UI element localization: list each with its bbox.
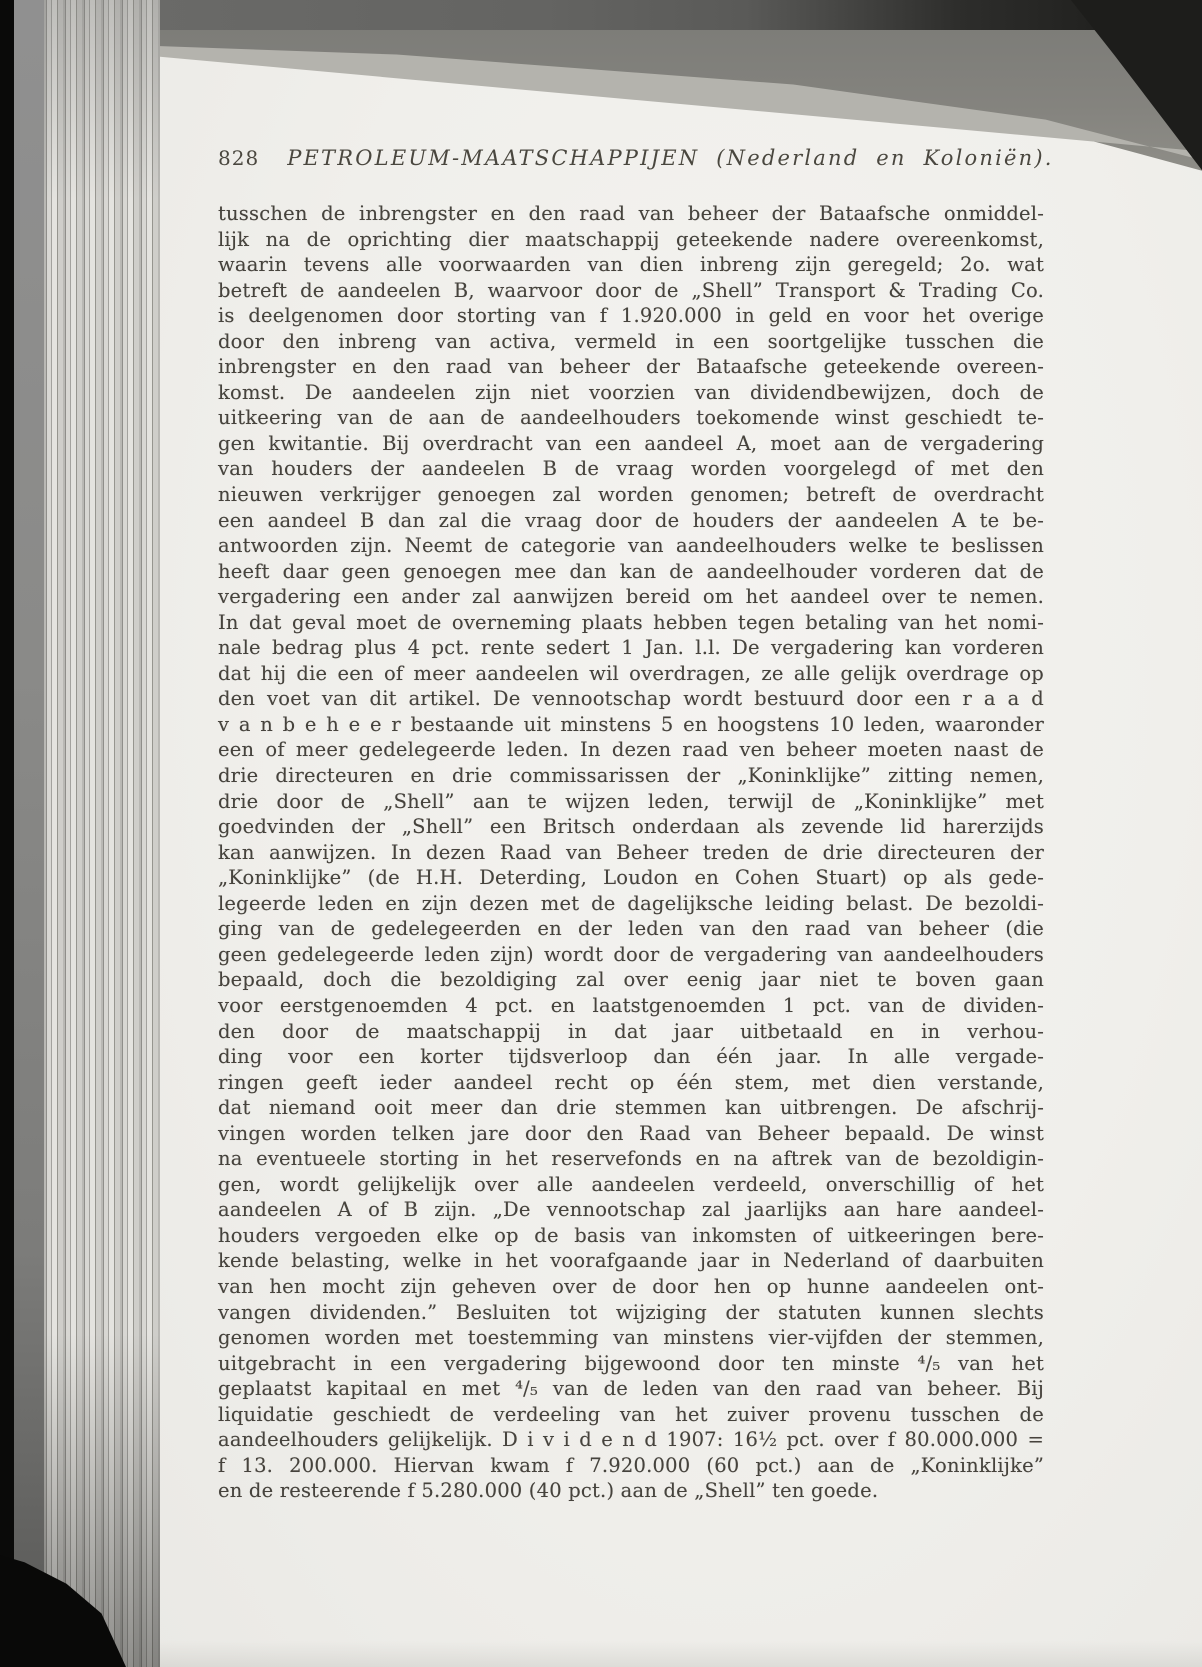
body-text-line: is deelgenomen door storting van f 1.920.000 in geld en voor het overige [218,304,1044,328]
body-text-line: aandeelen A of B zijn. „De vennootschap zal jaarlijks aan hare aandeel- [218,1198,1044,1222]
body-text-line: gen kwitantie. Bij overdracht van een aandeel A, moet aan de vergadering [218,431,1044,455]
body-text-line: ding voor een korter tijdsverloop dan één jaar. In alle vergade- [218,1045,1044,1069]
body-text-line: dat niemand ooit meer dan drie stemmen kan uitbrengen. De afschrij- [218,1096,1044,1120]
body-text-line: betreft de aandeelen B, waarvoor door de „Shell” Transport & Trading Co. [218,278,1044,302]
body-text-line: nale bedrag plus 4 pct. rente sedert 1 Jan. l.l. De vergadering kan vorderen [218,636,1044,660]
body-text-line: antwoorden zijn. Neemt de categorie van aandeelhouders welke te beslissen [218,534,1044,558]
body-text-line: ging van de gedelegeerden en der leden van den raad van beheer (die [218,917,1044,941]
body-text-line: „Koninklijke” (de H.H. Deterding, Loudon en Cohen Stuart) op als gede- [218,866,1044,890]
body-text-line: geen gedelegeerde leden zijn) wordt door de vergadering van aandeelhouders [218,942,1044,966]
body-text-line: na eventueele storting in het reservefonds en na aftrek van de bezoldigin- [218,1147,1044,1171]
page-number: 828 [218,146,260,170]
body-text-line: goedvinden der „Shell” een Britsch onderdaan als zevende lid harerzijds [218,815,1044,839]
body-text-line: geplaatst kapitaal en met ⁴/₅ van de leden van den raad van beheer. Bij [218,1377,1044,1401]
scanner-left-background [0,0,14,1667]
body-text-line: den voet van dit artikel. De vennootschap wordt bestuurd door een r a a d [218,687,1044,711]
body-text-line: gen, wordt gelijkelijk over alle aandeelen verdeeld, onverschillig of het [218,1172,1044,1196]
body-text-line: uitgebracht in een vergadering bijgewoond door ten minste ⁴/₅ van het [218,1351,1044,1375]
page-title: PETROLEUM-MAATSCHAPPIJEN (Nederland en Koloniën). [287,146,1054,170]
body-text-line: vangen dividenden.” Besluiten tot wijziging der statuten kunnen slechts [218,1300,1044,1324]
body-text-line: komst. De aandeelen zijn niet voorzien van dividendbewijzen, doch de [218,380,1044,404]
running-header [218,146,1054,172]
body-text-line: drie door de „Shell” aan te wijzen leden, terwijl de „Koninklijke” met [218,789,1044,813]
body-text-line: houders vergoeden elke op de basis van inkomsten of uitkeeringen bere- [218,1223,1044,1247]
book-left-page-edges [44,0,160,1667]
body-text-line: en de resteerende f 5.280.000 (40 pct.) aan de „Shell” ten goede. [218,1479,879,1503]
body-text-line: kende belasting, welke in het voorafgaande jaar in Nederland of daarbuiten [218,1249,1044,1273]
body-text-line: door den inbreng van activa, vermeld in een soortgelijke tusschen die [218,329,1044,353]
body-text-line: van houders der aandeelen B de vraag worden voorgelegd of met den [218,457,1044,481]
body-text-line: uitkeering van de aan de aandeelhouders toekomende winst geschiedt te- [218,406,1044,430]
body-text-line: drie directeuren en drie commissarissen der „Koninklijke” zitting nemen, [218,764,1044,788]
body-text-line: voor eerstgenoemden 4 pct. en laatstgenoemden 1 pct. van de dividen- [218,993,1044,1017]
page-content [218,146,1054,1504]
body-text-line: vingen worden telken jare door den Raad van Beheer bepaald. De winst [218,1121,1044,1145]
body-text-line: tusschen de inbrengster en den raad van beheer der Bataafsche onmiddel- [218,202,1044,225]
body-text-line: lijk na de oprichting dier maatschappij geteekende nadere overeenkomst, [218,227,1044,251]
body-text-line: waarin tevens alle voorwaarden van dien inbreng zijn geregeld; 2o. wat [218,253,1044,277]
body-text-line: vergadering een ander zal aanwijzen bereid om het aandeel over te nemen. [218,585,1044,609]
body-text-line: genomen worden met toestemming van minstens vier-vijfden der stemmen, [218,1326,1044,1350]
book-bottom-page-edge [160,1641,1202,1667]
body-text-line: een aandeel B dan zal die vraag door de houders der aandeelen A te be- [218,508,1044,532]
body-text [218,201,1044,1504]
body-text-line: kan aanwijzen. In dezen Raad van Beheer treden de drie directeuren der [218,840,1044,864]
scanner-top-background [0,0,1202,30]
body-text-line: liquidatie geschiedt de verdeeling van het zuiver provenu tusschen de [218,1402,1044,1426]
body-text-line: v a n b e h e e r bestaande uit minstens 5 en hoogstens 10 leden, waaronder [218,712,1044,736]
body-text-line: ringen geeft ieder aandeel recht op één stem, met dien verstande, [218,1070,1044,1094]
body-text-line: van hen mocht zijn geheven over de door hen op hunne aandeelen ont- [218,1274,1044,1298]
body-text-line: den door de maatschappij in dat jaar uitbetaald en in verhou- [218,1019,1044,1043]
body-text-line: heeft daar geen genoegen mee dan kan de aandeelhouder vorderen dat de [218,559,1044,583]
body-text-line: een of meer gedelegeerde leden. In dezen raad ven beheer moeten naast de [218,738,1044,762]
body-text-line: nieuwen verkrijger genoegen zal worden genomen; betreft de overdracht [218,483,1044,507]
body-text-line: bepaald, doch die bezoldiging zal over eenig jaar niet te boven gaan [218,968,1044,992]
body-text-line: aandeelhouders gelijkelijk. D i v i d e n d 1907: 16½ pct. over f 80.000.000 = [218,1428,1044,1452]
body-text-line: f 13. 200.000. Hiervan kwam f 7.920.000 (60 pct.) aan de „Koninklijke” [218,1453,1044,1477]
body-text-line: dat hij die een of meer aandeelen wil overdragen, ze alle gelijk overdrage op [218,661,1044,685]
body-text-line: legeerde leden en zijn dezen met de dagelijksche leiding belast. De bezoldi- [218,891,1044,915]
book-cover-edge [14,0,44,1667]
body-text-line: inbrengster en den raad van beheer der Bataafsche geteekende overeen- [218,355,1044,379]
body-text-line: In dat geval moet de overneming plaats hebben tegen betaling van het nomi- [218,610,1044,634]
